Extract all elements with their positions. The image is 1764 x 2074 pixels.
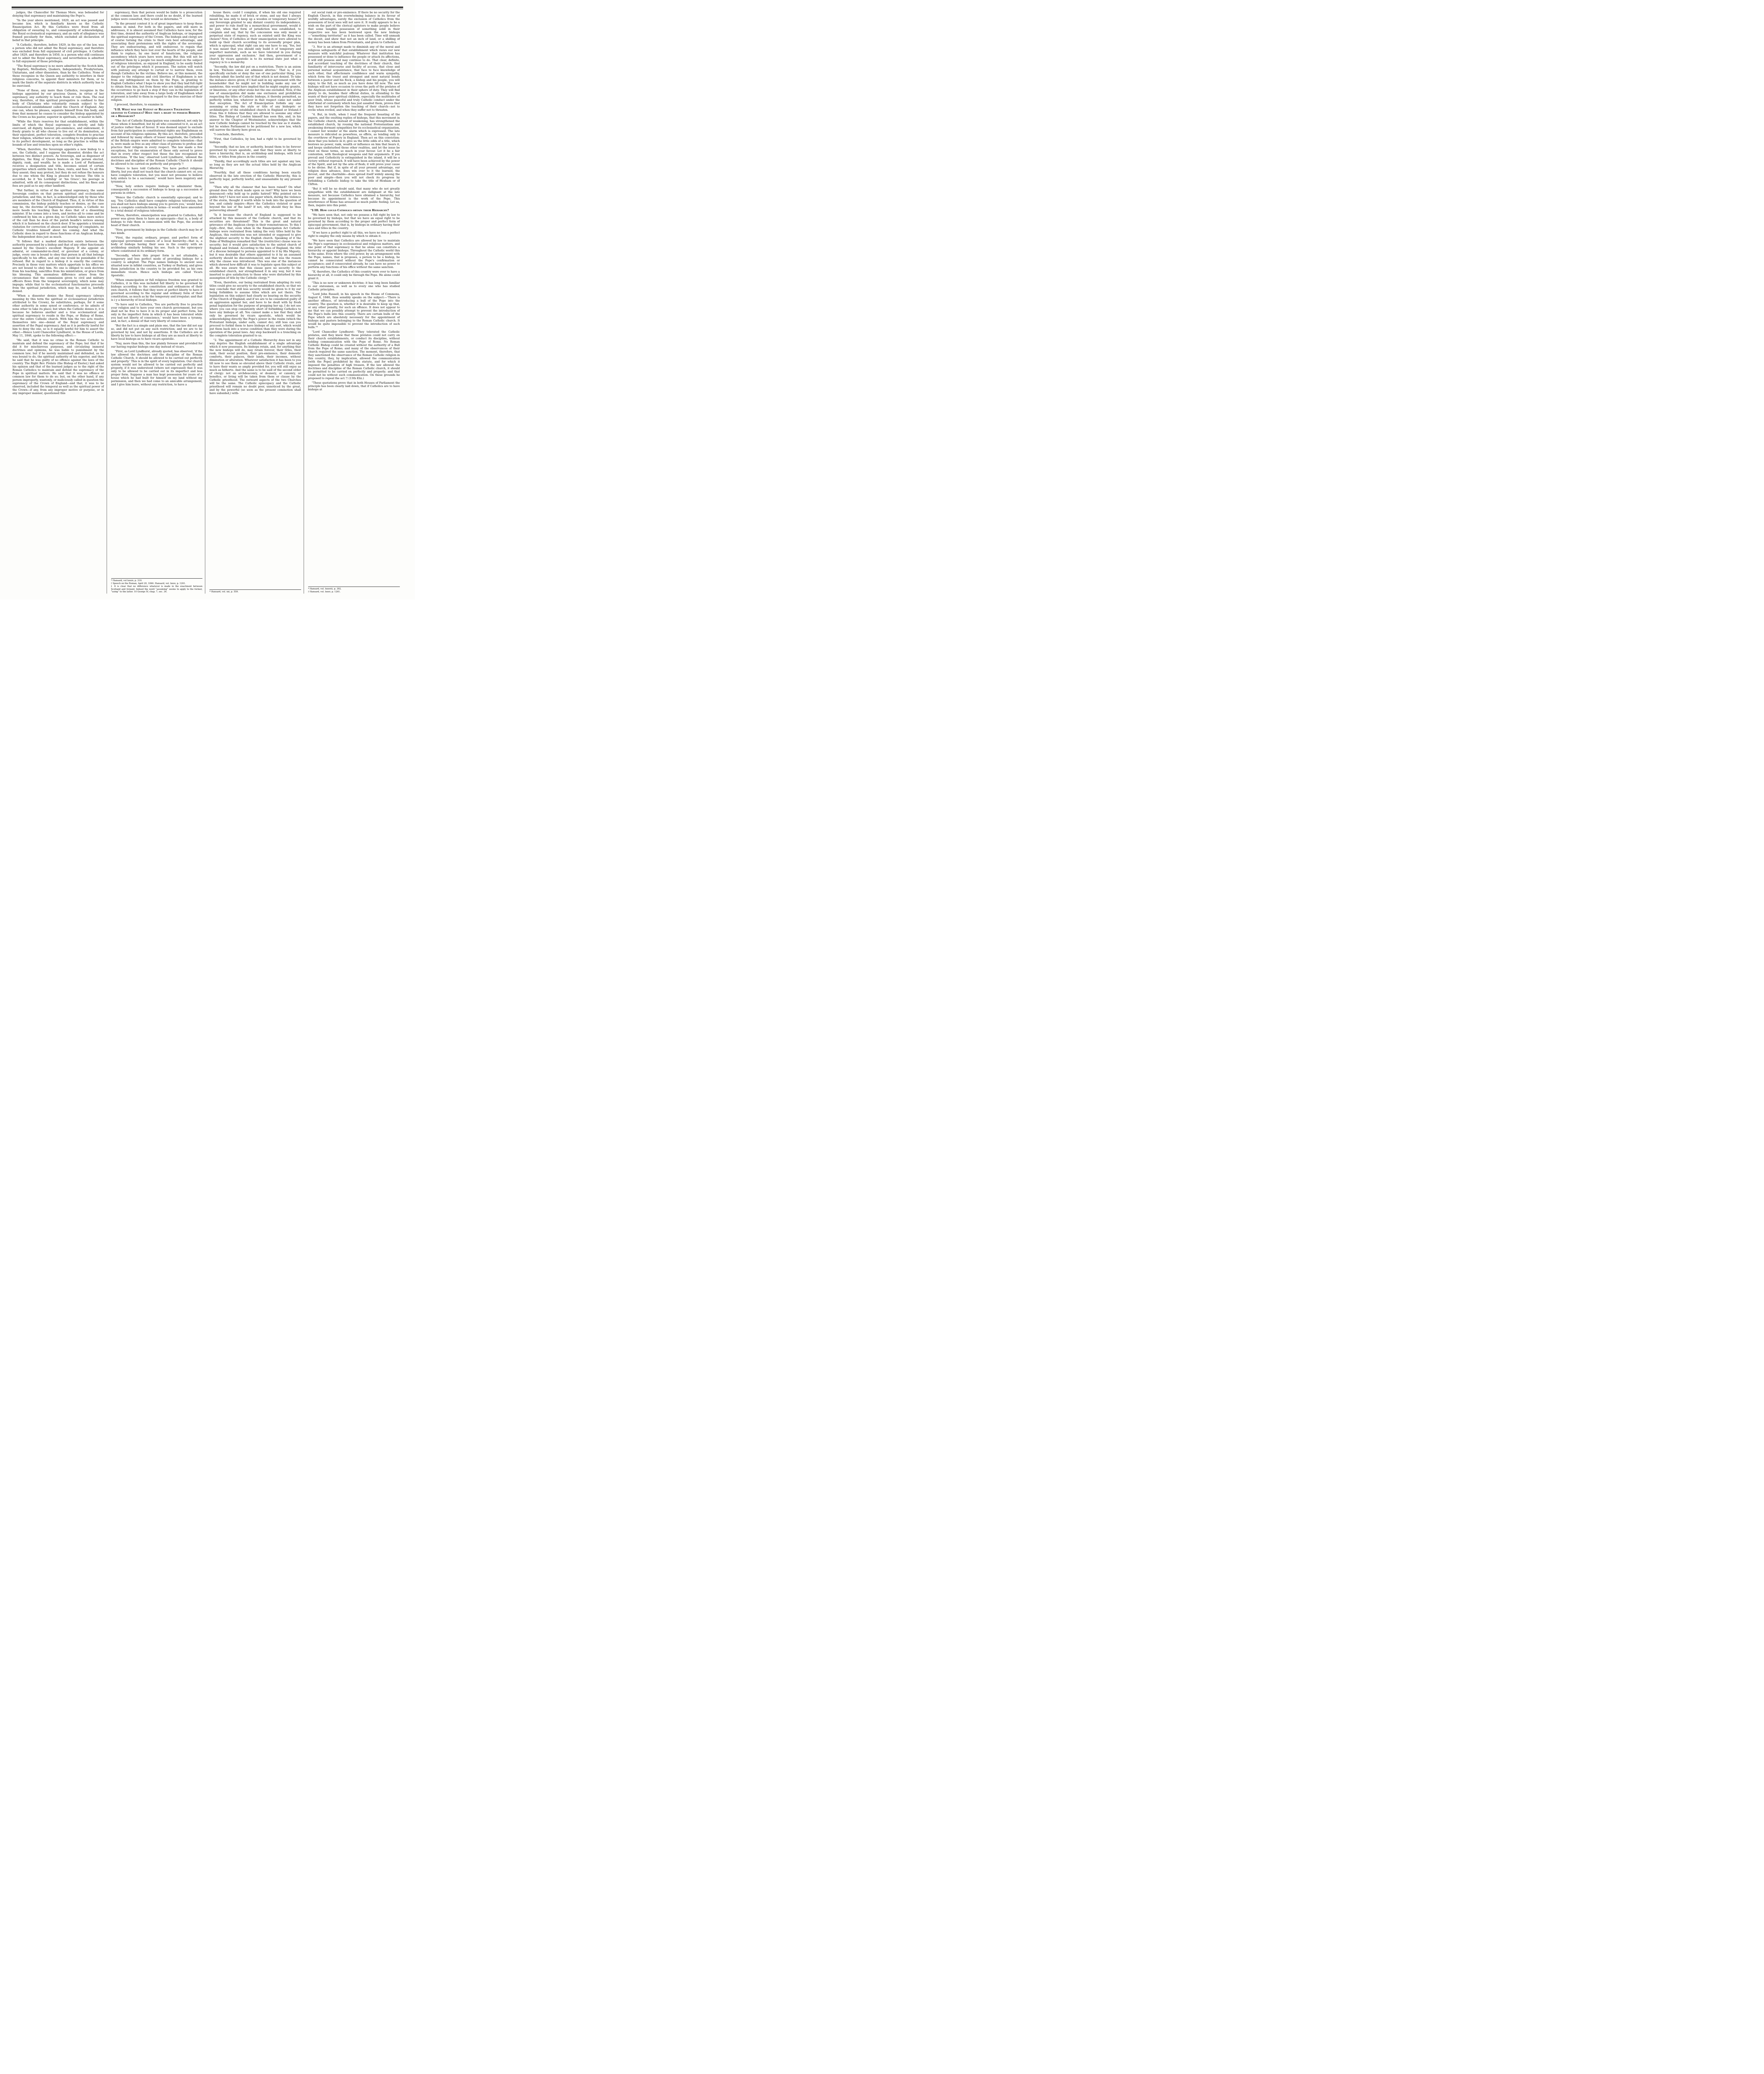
paragraph: “Is it because the church of England is supposed to be attacked by this measure of the Catholic church, and that its securities are threatened? This is the great and natural grievance of the Anglican clergy in their remonstrances. To this I reply—first, that, even when in the Emancipation Act Catholic bishops were restrained from taking the very titles held by the Anglican, this restriction was not intended or supposed to give the slightest security to the English church. Speaking of it the Duke of Wellington remarked that ‘the (restrictive) clause was no security; but it would give satisfaction to the united church of England and Ireland. According to the laws of England, the title of a diocese belonged to persons appointed to it by His Majesty; but it was desirable that others appointed to it by an assumed authority should be discountenanced, and that was the reason why the clause was introduced. This was one of the instances which showed how difficult it was to legislate upon this subject at all. He was aware that this clause gave no security to the established church, nor strengthened it in any way, but it was inserted to give satisfaction to those who were disturbed by this assumption of title by the Catholic clergy.’* bbox=[209, 213, 301, 280]
paragraph: “Nay, more than this, the law plainly foresaw and provided for our having regular bishops one day instead of vicars. bbox=[111, 342, 202, 348]
paragraph: judges, the Chancellor Sir Thomas More, was beheaded for denying that supremacy and maintaining the Pope's. bbox=[12, 11, 104, 17]
footnotes bbox=[209, 589, 301, 594]
column-1 bbox=[12, 11, 107, 594]
column-2 bbox=[111, 11, 206, 594]
footnote: † Hansard, vol. lxxxv, p. 1261. bbox=[308, 590, 341, 593]
paragraph: out social rank or pre-eminence. If there be no security for the English Church, in this overwhelming balance in its favour of worldly advantages, surely the exclusion of Catholics from the possession of local sees will not save it. It really appears to be a wish on the part of the clerical agitators to make people believe that some tangible possession of something solid in their respective see has been bestowed upon the new bishops—“something territorial” as it has been called. Time will unmask the deceit, and show that not an inch of land, or a shilling of money has been taken from Protestants, and given to Catholics. bbox=[308, 11, 400, 44]
paragraph: “Now, government by bishops in the Catholic church may be of two kinds. bbox=[111, 228, 202, 235]
footnotes bbox=[308, 587, 400, 594]
paragraph: “The Royal supremacy is no more admitted by the Scotch kirk, by Baptists, Methodists, Quakers, Independents, Presbyterians, Unitarians, and other dissenters, than by the Catholics. None of these recognize in the Queen any authority to interfere in their religious concerns, to appoint their ministers for them, or to mark the limits of the separate districts in which authority has to be exercised. bbox=[12, 64, 104, 88]
footnote: * Hansard, vol. xxi, p. 559. bbox=[209, 590, 239, 593]
paragraph: “This is no new or unknown doctrine; it has long been familiar to our statesmen, as well as to every one who has studied Catholic principles. bbox=[308, 281, 400, 291]
paragraph: “But further, in virtue of the spiritual supremacy, the same Sovereign confers on that person spiritual and ecclesiastical jurisdiction; and this, in fact, is acknowledged only by those who are members of the Church of England. Thus, if, in virtue of this commission, the bishop publicly teaches or denies, as the case may be, the doctrine of baptismal regeneration, a Catholic no more heeds his teaching than he does that of a dissenting minister. If he comes into a town, and invites all to come and be confirmed by him on a given day, no Catholic takes more notice of the call than he does of the parish beadle's notices among which it is fastened on the church door. If he appoints a triennial visitation for correction of abuses and hearing of complaints, no Catholic troubles himself about his coming. And what the Catholic does in regard to these functions of an Anglican bishop, the Independent does just as much. bbox=[12, 189, 104, 239]
column-4 bbox=[308, 11, 403, 594]
paragraph: “When, therefore, emancipation was granted to Catholics, full power was given them to have an episcopate—that is, a body of bishops to rule them in communion with the Pope, the avowed head of their church. bbox=[111, 214, 202, 227]
paragraph: “First, the regular, ordinary, proper, and perfect form of episcopal government consists of a local hierarchy—that is, a body of bishops having their sees in the country with an archbishop similarly holding his see. Such is the episcopacy where constituted in its ordinary form. bbox=[111, 236, 202, 253]
columns bbox=[12, 11, 402, 594]
paragraph: “Secondly, where this proper form is not attainable, a temporary and less perfect mode of providing bishops for a country is adopted. The Pope names bishops to ancient sees situated now in infidel countries, as Turkey or Barbary, and gives them jurisdiction in the country to be provided for, as his own immediate vicars. Hence such bishops are called Vicars Apostolic. bbox=[111, 254, 202, 277]
paragraph: “I conclude, therefore, bbox=[213, 133, 245, 136]
paragraph: “4. But, in truth, when I read the frequent boasting of the papers, and the exulting replies of bishops, that this movement in the Catholic church, instead of weakening, has strengthened the established church, by rousing the national Protestantism and awakening dormant sympathies for its ecclesiastical organization, I cannot but wonder at the alarm which is expressed. The late measure is ridiculed as powerless, as effete, as tending only to the overthrow of Popery in England. Then act on this conviction: show that you believe in it; give us the little odds of a title, which bestows no power, rank, wealth or influence on him that bears it, and keeps undisturbed those other realities, and let the issue be tried on these terms, so much in your favour. Let it be a fair contention, with theological weapons and fair arguments. If you prevail and Catholicity is extinguished in the island, it will be a victory without reproach. It will have been achieved by the power of the Spirit, and not by the arm of flesh; it will prove your cause to be divine. But if, in spite of all your present advantage, our religion does advance, does win over to it the learned, the devout, and the charitable—does spread itself widely among the poor and simple—then you will not check its progress by forbidding a Catholic bishop to take the title of Hexham or of Clifton. bbox=[308, 113, 400, 186]
paragraph: “Lord Chancellor Lyndhurst: ‘They tolerated the Catholic prelates, and they knew that these prelates could not carry on their church establishments, or conduct its discipline, without holding communication with the Pope of Rome. No Roman Catholic Bishop could be created without the authority of a Bull from the Pope of Rome; and many of the observances of their church required the same sanction. The moment, therefore, that they sanctioned the observance of the Roman Catholic religion in this country, they, by implication, allowed the communication [with the Pope] prohibited by this statute, and for which it imposed the penalties of high treason. If the law allowed the doctrines and discipline of the Roman Catholic church, it should be permitted to be carried on perfectly and properly; and that could not be without such communication. On these grounds he proposed to repeal the act.’† (13th Eliz.) bbox=[308, 330, 400, 380]
paragraph: “We have seen that, not only we possess a full right by law to be governed by bishops, but that we have an equal right to be governed by them according to the proper and perfect form of episcopal government, that is, by bishops in ordinary having their sees and titles in the country. bbox=[308, 213, 400, 230]
column-3 bbox=[209, 11, 304, 594]
footnote: ‡ It is clear that no difference whatever is made in the enactment between Scotland and Ireland. Indeed the word “assuming” seems to apply to the former, “using” to the latter. 10 George IV, chap. 7, sec. 34. bbox=[111, 585, 202, 593]
paragraph: “In the present contest it is of great importance to keep these maxims in mind. For both in the papers, and still more in addresses, it is almost assumed that Catholics have now, for the first time, denied the authority of Anglican bishops, or impugned the spiritual supremacy of the Crown. The bishops and clergy are of course turning the crisis to their own best advantage, and associating their pretensions with the rights of the sovereign. They are endeavouring, and will endeavour, to regain that influence which they have lost over the hearts of the people, and think to replace, by one burst of fanaticism, the religious ascendency which years have worn away. But this will not be permitted them by a people too much enlightened on the subject of religious toleration, as enjoyed in England, to be easily fooled out of the privileges which it possesses. The nation will watch with jealousy any attempt to curtail or to narrow them, even though Catholics be the victims. Believe me, at this moment, the danger to the religious and civil liberties of Englishmen is not from any infringement on them by the Pope, in granting to English Catholics what I hope to show you that they had full right to obtain from him, but from those who are taking advantage of the occurrence to go back a step if they can in the legislation of toleration, and take away from a large body of Englishmen what at present is lawful to them in regard to the free exercise of their religion. bbox=[111, 22, 202, 102]
paragraph: “When, therefore, the Sovereign appoints a new bishop to a see, the Catholic, and I suppose the dissenter, divides the act between two distinct powers. As Sovereign, and as dispenser of dignities, the King or Queen bestows on the person elected, dignity, rank, and wealth; he is made a Lord of Parliament, receives a designation and title, becomes seised of certain properties which entitle him to fines, rents, and fees. To all this they assent; they may protest, but they do not refuse the honours due to one whom the King is pleased to honour. The title is accorded, be it ‘his Lordship’ or ‘his Grace’; his peerage is admitted, with all its consequent distinctions, and his fines and fees are paid as to any other landlord. bbox=[12, 148, 104, 187]
paragraph: “But the fact is a simple and plain one, that the law did not say so, and did not put on any such restriction; and we are to be governed by law, and not by assertions. It the Catholics are at liberty by law to have bishops at all they are as much at liberty to have local bishops as to have vicars apostolic. bbox=[111, 324, 202, 341]
paragraph: “Lord John Russell, in his speech in the House of Commons, August 6, 1846, thus sensibly speaks on the subject:—‘There is another offence, of introducing a bull of the Pope into the country. The question is, whether it is desirable to keep up that, or any other penalty, for such an offence. It does not appear to me that we can possibly attempt to prevent the introduction of the Pope's bulls into this country. There are certain bulls of the Pope which are absolutely necessary for the appointment of bishops and pastors belonging to the Roman Catholic church. It would be quite impossible to prevent the introduction of such bulls.’* bbox=[308, 292, 400, 329]
paragraph: “Fourthly, that all these conditions having been exactly observed in the late erection of the Catholic Hierarchy, this is perfectly legal, perfectly lawful, and unassailable by any present law. bbox=[209, 171, 301, 184]
section-heading: “§ II. What was the Extent of Religious Toleration granted to Catholics? Have they a right to possess Bishops or a Hierarchy? bbox=[111, 108, 200, 118]
newspaper-page bbox=[0, 0, 415, 599]
paragraph: “When emancipation or full religious freedom was granted to Catholics, it in this was included full liberty to be governed by bishops according to the constitution and ordinances of their own church, it follows that they were at perfect liberty to have it governed according to the regular and ordinary form of their constitution, as much as by the temporary and irregular; and that is i y a hierarchy of local bishops. bbox=[111, 278, 202, 302]
paragraph: supremacy, then that person would be liable to a prosecution at the common law; and there could be no doubt, if the learned judges were consulted, they would so determine.”* bbox=[111, 11, 202, 21]
paragraph: “If, therefore, the Catholics of this country were ever to have a hierarchy at all, it could only be through the Pope. He alone could grant it. bbox=[308, 270, 400, 280]
footnote: * Hansard, vol. lxxxviii, p. 392. bbox=[308, 587, 342, 590]
paragraph: “The Act of Catholic Emancipation was considered, not only by those whom it benefited, but by all who consented to it, as an act of justice rather than of favour. It was deemed unjust to exclude from fair participation in constitutional rights any Englishman on account of his religious opinions. By this act, therefore, preceded and followed by many others of lesser magnitude, the Catholics of the British empire were admitted to complete toleration—that is, were made as free as any other class of persons to profess and practice their religion in every respect. The law made a few exceptions, but the enumeration of these only served to prove that in every other respect but these the law recognised no restrictions. ‘If the law,’ observed Lord Lyndhurst, ‘allowed the doctrines and discipline of the Roman Catholic Church it should be allowed to be carried on perfectly and properly.’† bbox=[111, 119, 202, 166]
top-rule bbox=[12, 7, 403, 8]
paragraph: “Thirdly, that accordingly such titles are not against any law, so long as they are not the actual titles held by the Anglican Hierarchy. bbox=[209, 160, 301, 170]
paragraph: “Hence the Catholic church is essentially episcopal; and to say, ‘You Catholics shall have complete religious toleration, but you shall not have bishops among you to govern you,’ would have been a complete contradiction in terms—it would have amounted to a total denial of religious toleration. bbox=[111, 196, 202, 212]
footnote: † Speech on the Roman, April 20, 1846. Hansard, vol. lxxxv, p. 1261. bbox=[111, 582, 186, 585]
paragraph: house there; could I complain, if when his old one required rebuilding, he made it of brick or stone, and say that I always meant he was only to keep up a wooden or temporary house? If any Sovereign granted to any distant country its independence, and power to rule itself by a monarchical government, would it be just, when that form of jurisdiction was established, to complain and say, that by the concession was only meant a perpetual state of regency, such as existed until the King was chosen? Now, if Catholics at their emancipation were allowed to build up their church according to its avowedly proper plan, which is episcopal, what right can any one have to say, ‘Yes, but it was meant that you should only build it of temporary and imperfect materials, such as we have tolerated in you during your oppression and exclusion.’ And then, government of a church by vicars apostolic is to its normal state just what a regency is to a monarchy. bbox=[209, 11, 301, 64]
paragraph: “2. The appointment of a Catholic Hierarchy does not in any way deprive the English establishment of a single advantage which it now possesses. Its bishops retain, and, for anything that the new bishops will do, may retain forever, their titles, their rank, their social position, their pre-eminence, their domestic comforts, their palaces, their lands, their incomes, without diminution or alteration. Whatever satisfaction it has been to you till now to see them so elevated above their Catholic rivals, and to have their wants so amply provided for, you will still enjoy as much as hitherto. And the same is to be said of the second order of clergy: not an archdeaconry, or deanery, or canonry, or benefice, or living will be taken from them or clause by the Catholic priesthood. The outward aspects of the two Churches will be the same. The Catholic episcopacy and the Catholic priesthood will remain no doubt poor, unnoticed by the great, and by the powerful (so soon as the present commotion shall have subsided,) with- bbox=[209, 338, 301, 395]
paragraph: “Now, holy orders require bishops to administer them, consequently a succession of bishops to keep up a succession of persons in orders. bbox=[111, 185, 202, 195]
paragraph: “None of these, any more than Catholics, recognise in the bishops appointed by our gracious Queen, in virtue of her supremacy, any authority to teach them or rule them. The real way, therefore, of this spiritual prerogative is confined to that body of Christians who voluntarily remain subject to the ecclesiastical establishment called the Church of England. Any one can, when he pleases, separate himself from this body, and from that moment he ceases to consider the bishop appointed by the Crown as his pastor, superior in spirituals, or master in faith. bbox=[12, 89, 104, 119]
paragraph: “Secondly, the law did put on a restriction. There is an axiom in law, ‘Exclusio unius est admissio alterius.’ That is, if you specifically exclude or deny the use of one particular thing, you thereby admit the lawful use of that which is not denied. To take the instance above given; if I had said in my agreement with the householder that he might not in building make any use of sandstone, this would have implied that he might employ granite, or limestone, or any other stone but the one excluded. Now, if the law of emancipation did make one exclusion and prohibition respecting the titles of Catholic bishops, it thereby permitted, as perfectly within law, whatever in that respect came not under that exception. The Act of Emancipation forbids any one assuming or using the style or title of any bishopric or archbishopric of the established church in England or Ireland.‡ From this it follows that they are allowed to assume any other titles. The Bishop of London himself has seen this, and, in his answer to the Chapter of Westminster, acknowledges that the new Catholic bishops cannot be touched by the law as it stands; but he wishes Parliament to be petitioned for a new law, which will narrow the liberty here given us. bbox=[209, 65, 301, 131]
paragraph: “But it will be no doubt said, that many who do not greatly sympathise with the establishment are indignant at the late measure, not because Catholics have obtained a hierarchy, but because its appointment is the work of the Pope. This interference of Rome has aroused so much public feeling. Let us, then, inquire into this point. bbox=[308, 187, 400, 207]
paragraph: “It follows that a marked distinction exists between the authority possessed by a bishop and that of any other functionary named by the Queen's excellent Majesty. If she appoint an admiral, or commander-in-chief, or governor of a colony, or judge, every one is bound to obey that person in all that belongs specifically to his office, and any one would be punishable if he refused. But in regard to a bishop it is exactly the contrary. Precisely in those very matters which appertain to his office we are not bound to obey him. No one is obliged to seek doctrine from his teaching, sanctifice from his ministration, or grace from his blessing. This anomalous difference arises from the circumstance that the commission given to civil and military officers flows from the temporal sovereignty, which none may impugn; while that to the ecclesiastical functionaries proceeds from the spiritual jurisdiction, which may be, and is, lawfully denied. bbox=[12, 240, 104, 293]
paragraph: “First, that Catholics, by law, had a right to be governed by bishops. bbox=[209, 137, 301, 144]
paragraph: “We have seen that Catholics are allowed by law to maintain the Pope's supremacy in ecclesiastical and religious matters, and one point of that supremacy is that he alone can constitute a hierarchy or appoint bishops. Throughout the Catholic world this is the same. Even where the civil power, by an arrangement with the Pope, names, that is proposes, a person to be a bishop, he cannot be consecrated without the Pope's confirmation or acceptance; and if consecrated already, he can have no power to perform any functions of his office without the same sanction. bbox=[308, 239, 400, 269]
footnotes bbox=[111, 578, 203, 594]
paragraph: “3. Nor is an attempt made to diminish any of the moral and religious safeguards of that establishment which views our new measure with watchful jealousy. Whatever that institution has possessed or done to influence the people or attach its affections, it will still possess and may continue to do. That clear, definite, and accordant teaching of the doctrines of their church, that familiarity of intercourse and facility of access, that close and personal mutual acquaintance, that face to face knowledge of each other, that affectionate confidence and warm sympathy, which form the truest and strongest and most natural bonds between a pastor and his flock, a bishop and his people, you will enjoy, to the full, as much as you have done till now. The new bishops will not have occasion to cross the path of the prelates of the Anglican establishment in their sphere of duty. They will find plenty to do, besides their official duties, in attending to the wants of their poor spiritual children, especially the multitudes of poor Irish, whose peaceful and truly Catholic conduct under the whirlwind of contumely which has just assailed them, proves that they have not forgotten the teaching of their church—not to revile when reviled, and when they suffer not to threaten. bbox=[308, 45, 400, 112]
paragraph: “A Catholic, therefore, before 1829, in the eye of the law, was a person who did not admit the Royal supremacy, and therefore was excluded from full enjoyment of civil privileges. A Catholic after 1829, and therefore in 1850, is a person who still continues not to admit the Royal supremacy, and nevertheless is admitted to full enjoyment of those privileges. bbox=[12, 43, 104, 63]
paragraph: “Even, therefore, our being restrained from adopting its very titles could give no security to the established church; so that we may conclude that still less security would be given to it by our being forbidden to assume titles which are not theirs. The legislation on this subject had clearly no bearing on the security of the Church of England; and if we are to be considered guilty of an aggression against her, and have to be dealt with by fresh penal legislation for the purpose of propping her up, I do not see where you can stop consistently short of forbidding Catholics to have any bishops at all. You cannot make a law that they shall only be governed by vicars apostolic, which would be acknowledging directly the Pope's power in the realm (which the Protestant bishops, under oath, cannot do); still less can you proceed to forbid them to have bishops of any sort, which would put them back into a worse condition than they were during the operation of the penal laws. Any step backward is a trenching on the complete toleration granted to us. bbox=[209, 281, 301, 337]
paragraph: “To have said to Catholics, ‘You are perfectly free to practise your religion and to have your own church government, but you shall not be free to have it in its proper and perfect form, but only in the imperfect form in which it has been tolerated while you had not liberty of conscience,’ would have been a tyranny, and, in fact, a denial of that very liberty of conscience. bbox=[111, 303, 202, 323]
paragraph: “In the year above mentioned, 1829, an act was passed and became law, which is familiarly known as the Catholic Emancipation Act. By this Catholics were freed from all obligation of swearing to, and consequently of acknowledging, the Royal ecclesiastical supremacy, and an oath of allegiance was framed peculiarly for them, which excluded all declaration of belief in that principle. bbox=[12, 19, 104, 42]
footnote: * Hansard, vol lxxxiv, p. 310. bbox=[111, 579, 142, 582]
paragraph: “Secondly, that no law, or authority, bound them to be forever governed by vicars apostolic, and that they were at liberty to have a hierarchy, that is, an archbishop and bishops, with local titles, or titles from places in the country. bbox=[209, 145, 301, 158]
paragraph: “Then why all the clamour that has been raised? On what ground does the attack made upon us rest? Why have we been denounced—why held up to public hatred? Why pointed out to public fury? I have not seen one paper which, during the violence of the storm, thought it worth while to look into the question of law, and calmly inquire—Have the Catholics violated or gone beyond the law of the land? If not, why should they be thus persevering abused? bbox=[209, 185, 301, 212]
paragraph: “When a dissenter denies the Royal supremacy (always meaning by this term the spiritual or ecclesiastical jurisdiction attributed to the Crown), he substitutes, perhaps, for it some other authority in some synod or conference, or he admits of none other to take its place; but when the Catholic denies it, it is because he believes another and a true ecclesiastical and spiritual supremacy to reside in the Pope, or Bishop of Rome, over the entire Catholic church. With him the two acts resolve themselves into one—denial of the Royal supremacy and assertion of the Papal supremacy. And as it is perfectly lawful for him to deny the one, so is it equally lawful for him to assert the other.—Hence Lord Chancellor Lyndhurst, in the House of Lords, May 11, 1846, spoke to the following effect:— bbox=[12, 294, 104, 337]
paragraph: “While the State reserves for that establishment, within the limits of which the Royal supremacy is strictly and fully exercised, all dignity, honour, pre-eminence, and endowment, it freely grants to all who choose to live out of its domination, as their equivalent, perfect toleration, complete freedom to practise their religion, whether new or old, according to its principles and to its perfect development, so long as the practise is within the bounds of law and trenches upon no other's rights. bbox=[12, 120, 104, 146]
section-heading: “§ III. How could Catholics obtain their Hierarchy? bbox=[310, 209, 389, 212]
paragraph: “If we have a perfect right to all this, we have no less a perfect right to employ the only means by which to obtain it. bbox=[308, 231, 400, 238]
paragraph: I proceed, therefore, to examine in bbox=[114, 103, 163, 106]
paragraph: “He said, that it was no crime in the Roman Catholic to maintain and defend the supremacy of the Pope; but that if he did it for mischievous purposes, and circulating immoral doctrines and opinions, he was liable to punishment by the common law; but if he merely maintained and defended, as he was bound to do, the spiritual authority of his superior, and then he said that he was guilty of no offence against the laws of the country. The Right Rev. Prelate (the Bishop of Exeter,) had asked his opinion and that of the learned judges as to the right of the Roman Catholics to maintain and defend the supremacy of the Pope in spiritual matters. He said that it was no offence at common law for them to do so; but, on the other hand, if any person improperly, wantonly, or maliciously called in question the supremacy of the Crown of England—and that, it was to be observed, included the temporal as well as the spiritual power of the Crown—if any, from any improper motive or purpose, or in any improper manner, questioned this bbox=[12, 338, 104, 395]
paragraph: “First, as Lord Lyndhurst, already quoted, has observed, ‘if the law allowed the doctrines and the discipline of the Roman Catholic Church, it should be allowed to be carried out perfectly and properly.’ This is in the spirit of every legislation. Our church system would not be allowed to be carried out perfectly and properly, if it was understood (where not expressed) that it was only to be allowed to be carried out in its imperfect and less proper form. Suppose a man has kept possession for years of a house which he had built for himself on my land without my permission, and then we had come to an amicable arrangement, and I give him leave, without any restriction, to have a bbox=[111, 350, 202, 386]
paragraph: “These quotations prove that in both Houses of Parliament the principle has been clearly laid down, that if Catholics are to have bishops at bbox=[308, 381, 400, 391]
paragraph: “Hence to have told Catholics ‘You have perfect religious liberty, but you shall not teach that the church cannot err; or, you have complete toleration, but you must not presume to believe holy orders to be a sacrament,’ would have been nugatory and tyrannical. bbox=[111, 167, 202, 183]
